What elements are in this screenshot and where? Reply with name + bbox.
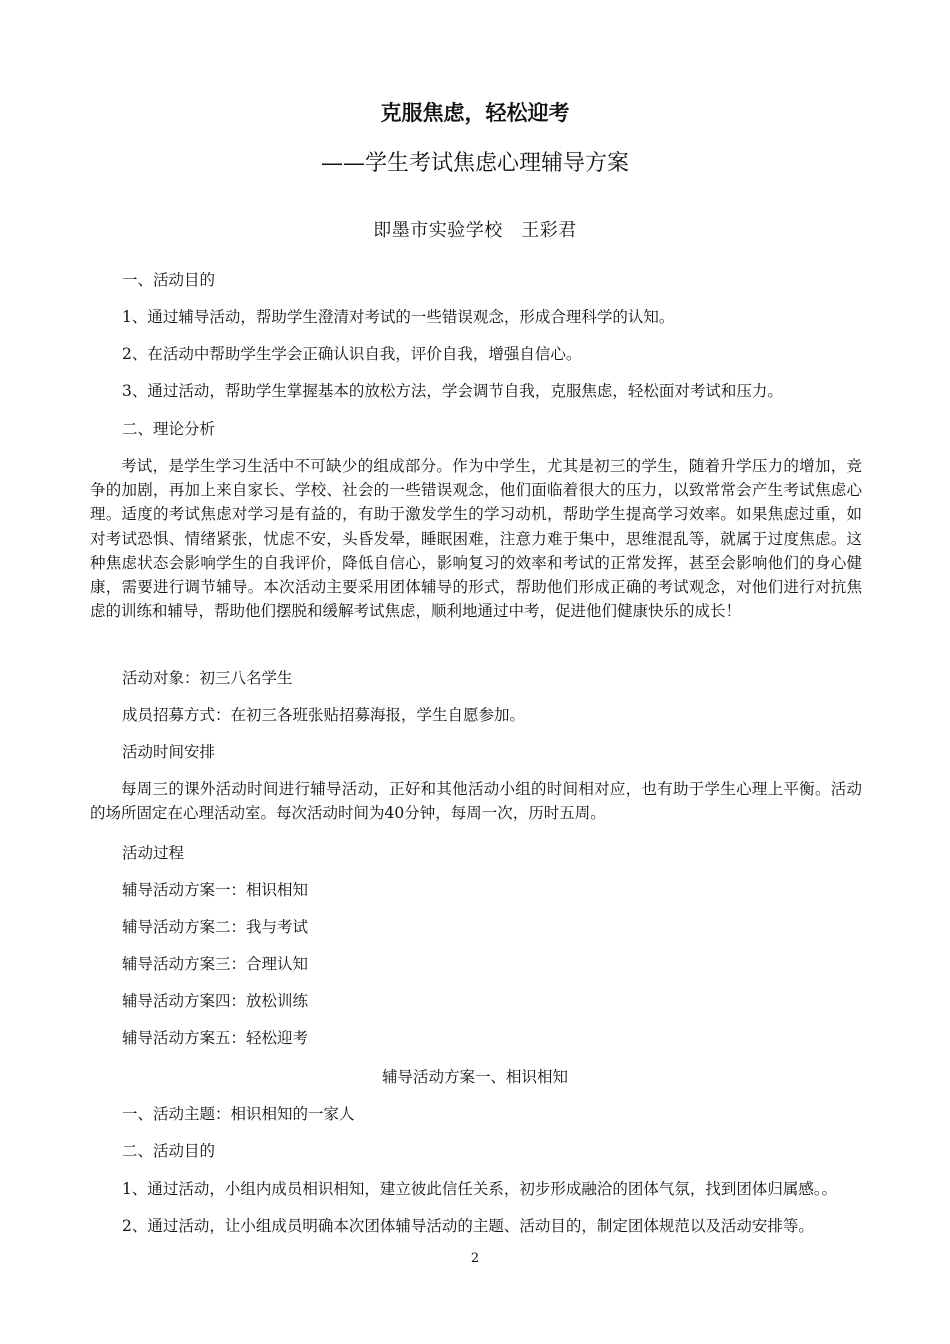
plan1-goal-heading: 二、活动目的: [122, 1142, 216, 1160]
recruit-line: 成员招募方式：在初三各班张贴招募海报，学生自愿参加。: [122, 706, 526, 724]
process-heading: 活动过程: [122, 844, 185, 862]
plan1-title: 辅导活动方案一、相识相知: [381, 1068, 568, 1086]
plan-item-4: 辅导活动方案四：放松训练: [122, 992, 309, 1010]
document-subtitle: ——学生考试焦虑心理辅导方案: [320, 151, 629, 176]
goal-item-3: 3、通过活动，帮助学生掌握基本的放松方法，学会调节自我，克服焦虑，轻松面对考试和压力。: [122, 382, 783, 400]
plan-item-1: 辅导活动方案一：相识相知: [122, 881, 309, 899]
document-title: 克服焦虑，轻松迎考: [380, 101, 570, 125]
plan1-theme: 一、活动主题：相识相知的一家人: [122, 1105, 355, 1123]
theory-heading: 二、理论分析: [122, 420, 216, 438]
theory-paragraph: 考试，是学生学习生活中不可缺少的组成部分。作为中学生，尤其是初三的学生，随着升学压力的增加，竞争的加剧，再加上来自家长、学校、社会的一些错误观念，他们面临着很大的压力，以致常常会产生考试焦虑心理。适度的考试焦虑对学习是有益的，有助于激发学生的学习动机，帮助学生提高学习效率。如果焦虑过重，如对考试恐惧、情绪紧张，忧虑不安，头昏发晕，睡眠困难，注意力难于集中，思维混乱等，就属于过度焦虑。这种焦虑状态会影响学生的自我评价，降低自信心，影响复习的效率和考试的正常发挥，甚至会影响他们的身心健康，需要进行调节辅导。本次活动主要采用团体辅导的形式，帮助他们形成正确的考试观念，对他们进行对抗焦虑的训练和辅导，帮助他们摆脱和缓解考试焦虑，顺利地通过中考，促进他们健康快乐的成长！: [90, 457, 862, 621]
plan-item-3: 辅导活动方案三：合理认知: [122, 955, 309, 973]
goal-heading: 一、活动目的: [122, 271, 216, 289]
plan1-goal-2: 2、通过活动，让小组成员明确本次团体辅导活动的主题、活动目的，制定团体规范以及活动安排等。: [122, 1217, 814, 1235]
target-line: 活动对象：初三八名学生: [122, 669, 293, 687]
plan-item-2: 辅导活动方案二：我与考试: [122, 918, 309, 936]
plan-item-5: 辅导活动方案五：轻松迎考: [122, 1029, 309, 1047]
author-line: 即墨市实验学校 王彩君: [373, 220, 577, 241]
schedule-heading: 活动时间安排: [122, 743, 216, 761]
goal-item-1: 1、通过辅导活动，帮助学生澄清对考试的一些错误观念，形成合理科学的认知。: [122, 308, 675, 326]
goal-item-2: 2、在活动中帮助学生学会正确认识自我，评价自我，增强自信心。: [122, 345, 582, 363]
schedule-paragraph: 每周三的课外活动时间进行辅导活动，正好和其他活动小组的时间相对应，也有助于学生心理上平衡。活动的场所固定在心理活动室。每次活动时间为40分钟，每周一次，历时五周。: [90, 780, 862, 823]
page-number: 2: [470, 1251, 480, 1266]
plan1-goal-1: 1、通过活动，小组内成员相识相知，建立彼此信任关系，初步形成融洽的团体气氛，找到团体归属感。。: [122, 1180, 838, 1198]
